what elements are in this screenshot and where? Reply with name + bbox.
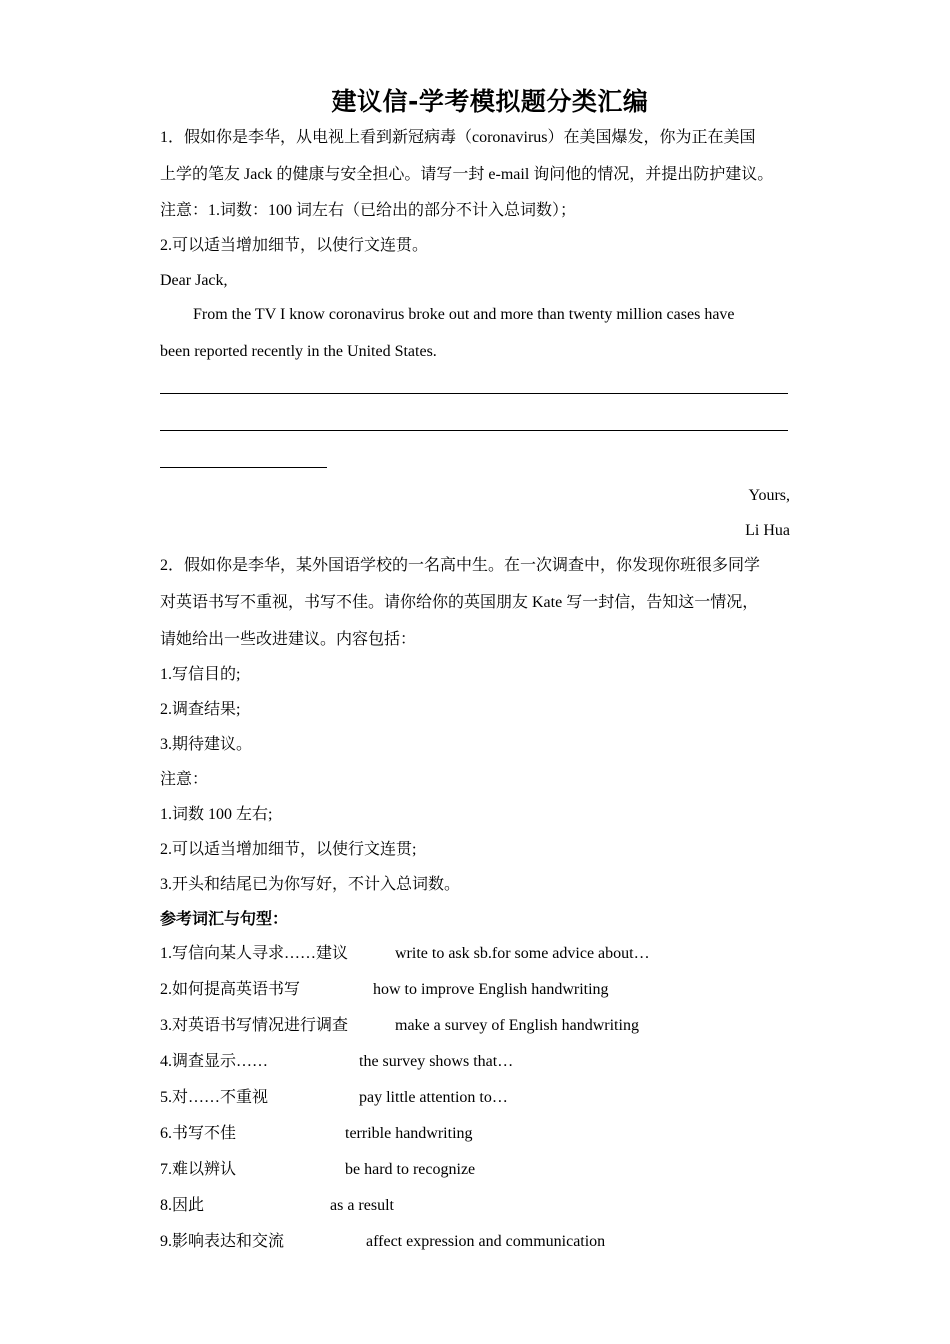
ref-item-en: as a result xyxy=(330,1197,394,1214)
q1-prompt-line-2: 上学的笔友 Jack 的健康与安全担心。请写一封 e-mail 询问他的情况，并提出防护建议。 xyxy=(160,166,774,183)
ref-item-cn: 2.如何提高英语书写 xyxy=(160,981,301,998)
q1-salutation: Dear Jack, xyxy=(160,272,228,289)
ref-item-en: make a survey of English handwriting xyxy=(395,1017,639,1034)
q1-body-line-1: From the TV I know coronavirus broke out and more than twenty million cases have xyxy=(193,306,735,323)
q2-prompt-line-1: 2．假如你是李华，某外国语学校的一名高中生。在一次调查中，你发现你班很多同学 xyxy=(160,557,761,574)
ref-item-en: pay little attention to… xyxy=(359,1089,508,1106)
q1-signature: Li Hua xyxy=(745,522,790,539)
ref-item-cn: 9.影响表达和交流 xyxy=(160,1233,285,1250)
ref-item-en: be hard to recognize xyxy=(345,1161,476,1178)
ref-item-en: write to ask sb.for some advice about… xyxy=(395,945,650,962)
ref-item-cn: 8.因此 xyxy=(160,1197,205,1214)
ref-item-cn: 1.写信向某人寻求……建议 xyxy=(160,945,349,962)
answer-line-1 xyxy=(160,393,788,394)
ref-item-en: terrible handwriting xyxy=(345,1125,473,1142)
q2-content-item: 1.写信目的; xyxy=(160,666,241,683)
q1-note-1: 注意：1.词数：100 词左右（已给出的部分不计入总词数）； xyxy=(160,202,577,219)
q2-content-item: 2.调查结果; xyxy=(160,701,241,718)
q1-body-line-2: been reported recently in the United States. xyxy=(160,343,437,360)
q2-note-item: 3.开头和结尾已为你写好，不计入总词数。 xyxy=(160,876,461,893)
q2-note-item: 2.可以适当增加细节，以使行文连贯; xyxy=(160,841,417,858)
document-title: 建议信-学考模拟题分类汇编 xyxy=(331,87,649,116)
ref-item-cn: 6.书写不佳 xyxy=(160,1125,237,1142)
ref-item-cn: 3.对英语书写情况进行调查 xyxy=(160,1017,349,1034)
q1-note-2: 2.可以适当增加细节，以使行文连贯。 xyxy=(160,237,429,254)
q2-prompt-line-2: 对英语书写不重视，书写不佳。请你给你的英国朋友 Kate 写一封信，告知这一情况， xyxy=(160,594,759,611)
ref-item-en: how to improve English handwriting xyxy=(373,981,609,998)
answer-line-3 xyxy=(160,467,327,468)
q2-content-item: 3.期待建议。 xyxy=(160,736,253,753)
answer-line-2 xyxy=(160,430,788,431)
ref-item-cn: 4.调查显示…… xyxy=(160,1053,269,1070)
q2-note-heading: 注意： xyxy=(160,771,209,788)
q2-note-item: 1.词数 100 左右; xyxy=(160,806,273,823)
q2-reference-heading: 参考词汇与句型： xyxy=(160,911,289,928)
ref-item-cn: 5.对……不重视 xyxy=(160,1089,269,1106)
q2-prompt-line-3: 请她给出一些改进建议。内容包括： xyxy=(160,631,417,648)
q1-prompt-line-1: 1．假如你是李华，从电视上看到新冠病毒（coronavirus）在美国爆发，你为正在美国 xyxy=(160,129,756,146)
ref-item-en: the survey shows that… xyxy=(359,1053,514,1070)
ref-item-en: affect expression and communication xyxy=(366,1233,606,1250)
q1-closing: Yours, xyxy=(748,487,790,504)
ref-item-cn: 7.难以辨认 xyxy=(160,1161,237,1178)
